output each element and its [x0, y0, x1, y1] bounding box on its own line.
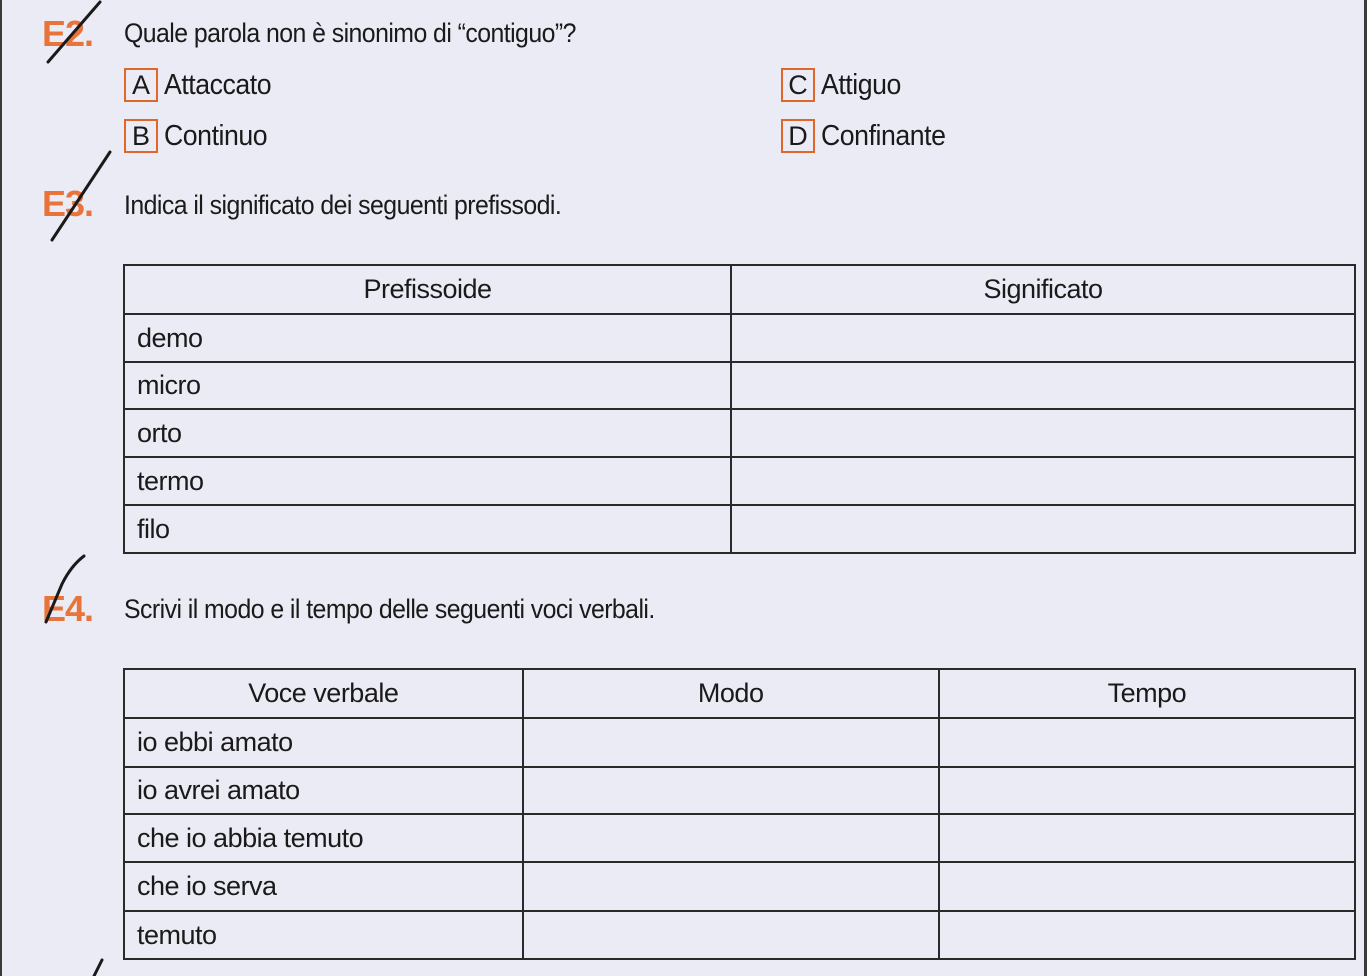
mode-cell[interactable] — [523, 767, 939, 814]
tense-cell[interactable] — [939, 718, 1355, 767]
exercise-e2-question: Quale parola non è sinonimo di “contiguo”? — [124, 18, 576, 48]
exercise-e2-label: E2. — [42, 13, 94, 54]
mode-cell[interactable] — [523, 862, 939, 911]
meaning-cell[interactable] — [731, 505, 1355, 553]
table-header-row — [124, 669, 1355, 718]
table-row — [124, 457, 1355, 505]
exercise-e4-question: Scrivi il modo e il tempo delle seguenti voci verbali. — [124, 594, 655, 624]
tense-cell[interactable] — [939, 767, 1355, 814]
page-edge-left — [0, 0, 2, 976]
meaning-cell[interactable] — [731, 457, 1355, 505]
table-row — [124, 862, 1355, 911]
table-row — [124, 362, 1355, 409]
exercise-e3-question: Indica il significato dei seguenti prefissodi. — [124, 190, 562, 220]
prefix-cell: micro — [124, 362, 731, 409]
mode-cell[interactable] — [523, 718, 939, 767]
table-row — [124, 814, 1355, 862]
table-row — [124, 911, 1355, 959]
mode-cell[interactable] — [523, 814, 939, 862]
option-b-text: Continuo — [164, 119, 268, 152]
header-voce-verbale: Voce verbale — [124, 669, 523, 718]
verb-cell: io avrei amato — [124, 767, 523, 814]
table-row — [124, 767, 1355, 814]
option-c[interactable] — [781, 67, 908, 103]
option-b[interactable] — [124, 118, 276, 154]
option-d[interactable] — [781, 118, 956, 154]
option-d-letter: D — [781, 119, 815, 153]
option-c-text: Attiguo — [821, 68, 901, 101]
prefix-cell: termo — [124, 457, 731, 505]
meaning-cell[interactable] — [731, 314, 1355, 362]
tense-cell[interactable] — [939, 862, 1355, 911]
verb-cell: che io abbia temuto — [124, 814, 523, 862]
verb-cell: io ebbi amato — [124, 718, 523, 767]
prefissoide-table — [123, 264, 1356, 554]
option-a-text: Attaccato — [164, 68, 272, 101]
header-modo: Modo — [523, 669, 939, 718]
meaning-cell[interactable] — [731, 409, 1355, 457]
header-significato: Significato — [731, 265, 1355, 314]
prefix-cell: orto — [124, 409, 731, 457]
option-b-letter: B — [124, 119, 158, 153]
verb-table — [123, 668, 1356, 960]
tense-cell[interactable] — [939, 911, 1355, 959]
table-row — [124, 718, 1355, 767]
mode-cell[interactable] — [523, 911, 939, 959]
table-row — [124, 409, 1355, 457]
exercise-e3-label: E3. — [42, 183, 94, 224]
exercise-e4-label: E4. — [42, 588, 94, 629]
verb-cell: che io serva — [124, 862, 523, 911]
header-tempo: Tempo — [939, 669, 1355, 718]
verb-cell: temuto — [124, 911, 523, 959]
header-prefissoide: Prefissoide — [124, 265, 731, 314]
option-a-letter: A — [124, 68, 158, 102]
tense-cell[interactable] — [939, 814, 1355, 862]
option-a[interactable] — [124, 67, 280, 103]
option-c-letter: C — [781, 68, 815, 102]
pen-stroke-bottom — [80, 956, 120, 976]
table-row — [124, 505, 1355, 553]
option-d-text: Confinante — [821, 119, 946, 152]
prefix-cell: demo — [124, 314, 731, 362]
prefix-cell: filo — [124, 505, 731, 553]
table-header-row — [124, 265, 1355, 314]
table-row — [124, 314, 1355, 362]
meaning-cell[interactable] — [731, 362, 1355, 409]
